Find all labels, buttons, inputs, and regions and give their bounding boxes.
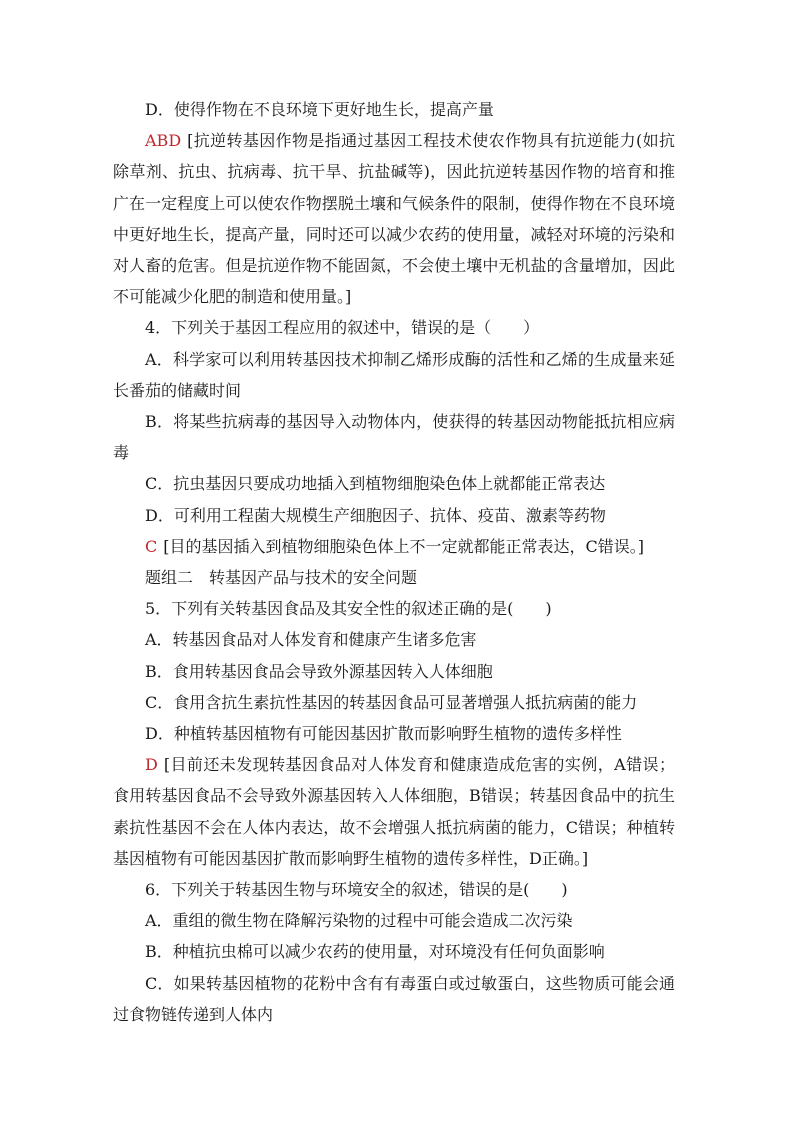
q5-answer-block [113,749,675,874]
q3-answer-block [113,125,675,312]
q6-option-c: C．如果转基因植物的花粉中含有有毒蛋白或过敏蛋白，这些物质可能会通过食物链传递到人体内 [113,973,675,1024]
q5-option-a: A．转基因食品对人体发育和健康产生诸多危害 [145,630,477,650]
q4-option-c: C．抗虫基因只要成功地插入到植物细胞染色体上就都能正常表达 [145,474,606,494]
q5-stem: 5．下列有关转基因食品及其安全性的叙述正确的是( ) [145,599,552,619]
q4-answer-block [113,531,675,562]
q4-option-b: B．将某些抗病毒的基因导入动物体内，使获得的转基因动物能抵抗相应病毒 [113,412,675,463]
q4-stem: 4．下列关于基因工程应用的叙述中，错误的是（ ） [145,318,540,338]
group2-title: 题组二 转基因产品与技术的安全问题 [145,568,418,588]
q3-answer: ABD [145,131,182,151]
q3-option-d: D．使得作物在不良环境下更好地生长，提高产量 [145,100,494,119]
q6-stem: 6．下列关于转基因生物与环境安全的叙述，错误的是( ) [145,880,568,900]
q4-option-d: D．可利用工程菌大规模生产细胞因子、抗体、疫苗、激素等药物 [145,505,606,525]
q5-option-c: C．食用含抗生素抗性基因的转基因食品可显著增强人抵抗病菌的能力 [145,692,638,712]
q6-option-a: A．重组的微生物在降解污染物的过程中可能会造成二次污染 [145,911,573,931]
q5-explanation: [目前还未发现转基因食品对人体发育和健康造成危害的实例，A错误；食用转基因食品不会导致外源基因转入人体细胞，B错误；转基因食品中的抗生素抗性基因不会在人体内表达，故不会增强人抵抗病菌的能力，C错误；种植转基因植物有可能因基因扩散而影响野生植物的遗传多样性，D正确。] [113,755,675,868]
q4-answer: C [145,536,158,556]
q5-answer: D [145,755,158,775]
q4-option-a: A．科学家可以利用转基因技术抑制乙烯形成酶的活性和乙烯的生成量来延长番茄的储藏时间 [113,349,675,400]
document-body [113,94,675,1030]
q6-option-b: B．种植抗虫棉可以减少农药的使用量，对环境没有任何负面影响 [145,942,605,962]
q5-option-d: D．种植转基因植物有可能因基因扩散而影响野生植物的遗传多样性 [145,724,622,744]
q5-option-b: B．食用转基因食品会导致外源基因转入人体细胞 [145,661,493,681]
q4-explanation: [目的基因插入到植物细胞染色体上不一定就都能正常表达，C错误。] [163,536,644,556]
q3-explanation: [抗逆转基因作物是指通过基因工程技术使农作物具有抗逆能力(如抗除草剂、抗虫、抗病毒、抗干旱、抗盐碱等)，因此抗逆转基因作物的培育和推广在一定程度上可以使农作物摆脱土壤和气候条件的限制，使得作物在不良环境中更好地生长，提高产量，同时还可以减少农药的使用量，减轻对环境的污染和对人畜的危害。但是抗逆作物不能固氮，不会使土壤中无机盐的含量增加，因此不可能减少化肥的制造和使用量。] [113,131,675,307]
